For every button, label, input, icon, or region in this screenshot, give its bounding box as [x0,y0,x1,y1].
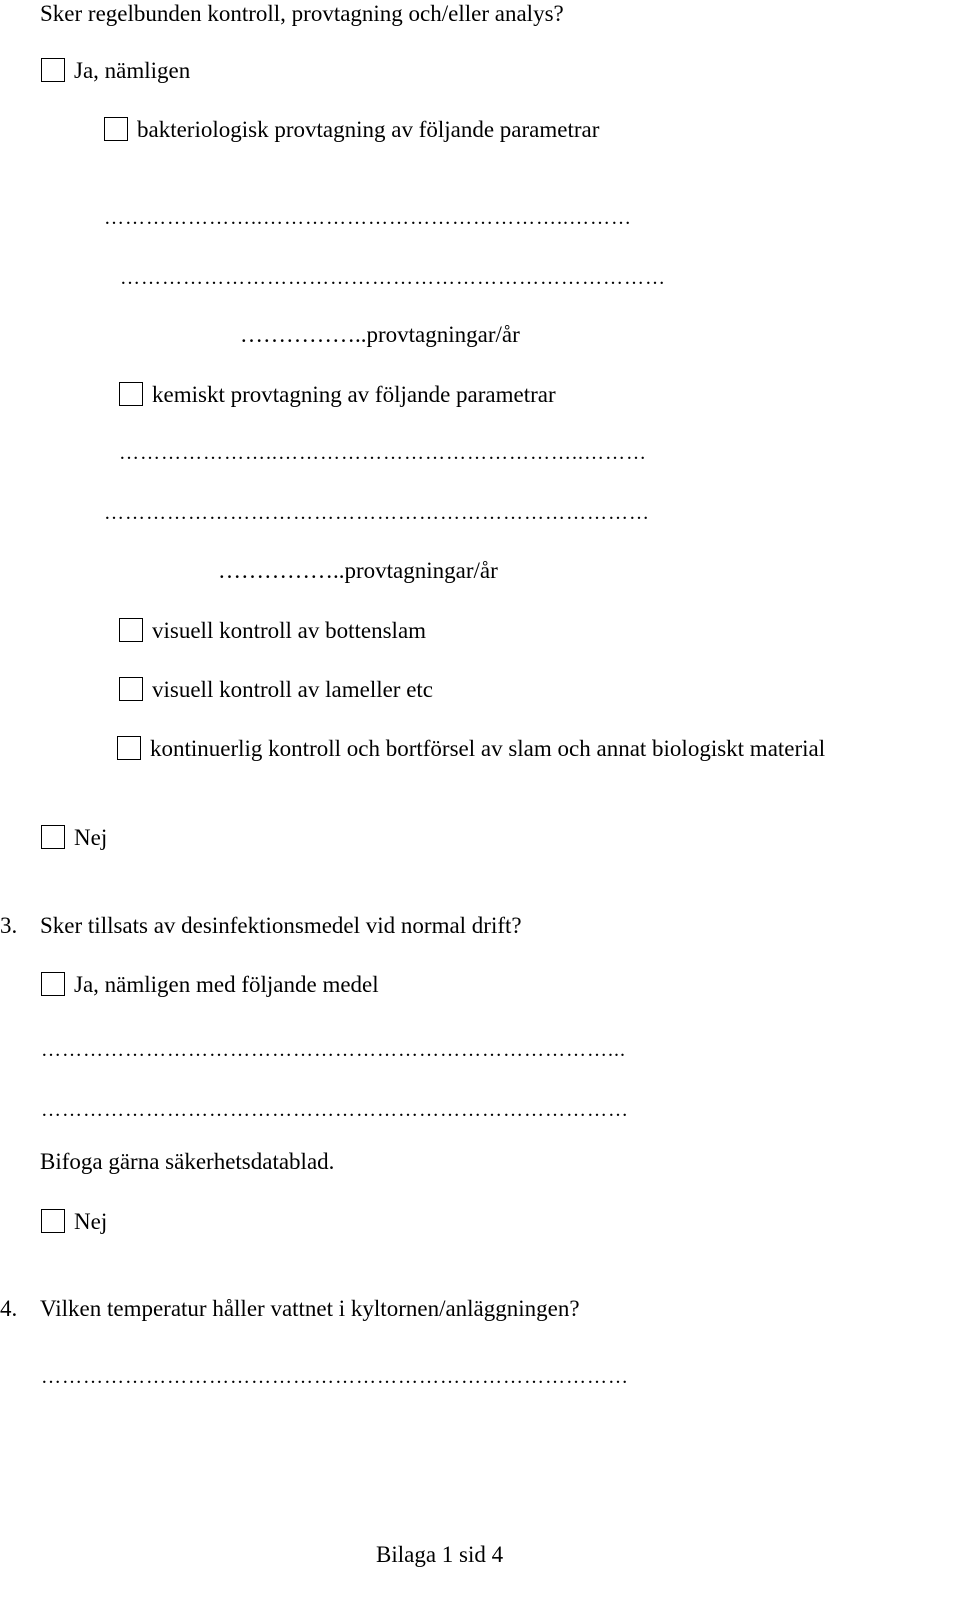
q4-answer-line-1[interactable]: ………………………………………………………………………… [41,1367,629,1387]
q2-chemical-option[interactable] [119,382,556,406]
q2-bacterial-params-line-2[interactable]: …………………………………………………………………… [120,268,666,288]
q2-yes-option[interactable] [41,58,190,82]
q2-bacterial-params-line-1[interactable]: …………………..……………………………………..……… [104,208,632,228]
q2-visual-sludge-option[interactable] [119,618,426,642]
q3-agent-line-1[interactable]: ………………………………………………………………………... [41,1040,626,1060]
q2-visual-sludge-label: visuell kontroll av bottenslam [152,617,427,643]
q3-no-label: Nej [74,1208,108,1234]
q3-note: Bifoga gärna säkerhetsdatablad. [40,1149,335,1174]
q2-no-option[interactable] [41,825,107,849]
q2-chemical-label: kemiskt provtagning av följande parametrar [152,381,556,407]
q2-continuous-checkbox[interactable] [117,736,141,760]
q2-question: Sker regelbunden kontroll, provtagning och/eller analys? [40,1,564,26]
q3-agent-line-2[interactable]: ………………………………………………………………………… [41,1100,629,1120]
q2-chemical-checkbox[interactable] [119,382,143,406]
q2-chemical-frequency[interactable]: ……………..provtagningar/år [218,558,498,583]
q2-yes-checkbox[interactable] [41,58,65,82]
q2-continuous-option[interactable] [117,736,825,760]
q4-question-row [0,1297,580,1320]
q3-question-row [0,914,522,937]
q2-chemical-params-line-2[interactable]: …………………………………………………………………… [104,503,650,523]
q3-number: 3. [0,913,18,938]
q2-no-label: Nej [74,824,108,850]
q2-visual-lamellae-option[interactable] [119,677,433,701]
q2-bacterial-checkbox[interactable] [104,117,128,141]
q2-no-checkbox[interactable] [41,825,65,849]
q2-visual-lamellae-checkbox[interactable] [119,677,143,701]
q2-bacterial-label: bakteriologisk provtagning av följande parametrar [137,116,600,142]
q2-chemical-params-line-1[interactable]: …………………..……………………………………..……… [119,443,647,463]
q4-question: Vilken temperatur håller vattnet i kyltornen/anläggningen? [40,1296,580,1321]
q3-question: Sker tillsats av desinfektionsmedel vid normal drift? [40,913,522,938]
q2-continuous-label: kontinuerlig kontroll och bortförsel av slam och annat biologiskt material [150,735,826,761]
q2-visual-lamellae-label: visuell kontroll av lameller etc [152,676,434,702]
q2-bacterial-option[interactable] [104,117,599,141]
q3-no-option[interactable] [41,1209,107,1233]
q3-yes-option[interactable] [41,972,379,996]
q4-number: 4. [0,1296,18,1321]
q2-bacterial-frequency[interactable]: ……………..provtagningar/år [240,322,520,347]
q2-yes-label: Ja, nämligen [74,57,191,83]
page-footer: Bilaga 1 sid 4 [376,1542,504,1567]
q3-yes-label: Ja, nämligen med följande medel [74,971,379,997]
q3-yes-checkbox[interactable] [41,972,65,996]
q3-no-checkbox[interactable] [41,1209,65,1233]
q2-visual-sludge-checkbox[interactable] [119,618,143,642]
